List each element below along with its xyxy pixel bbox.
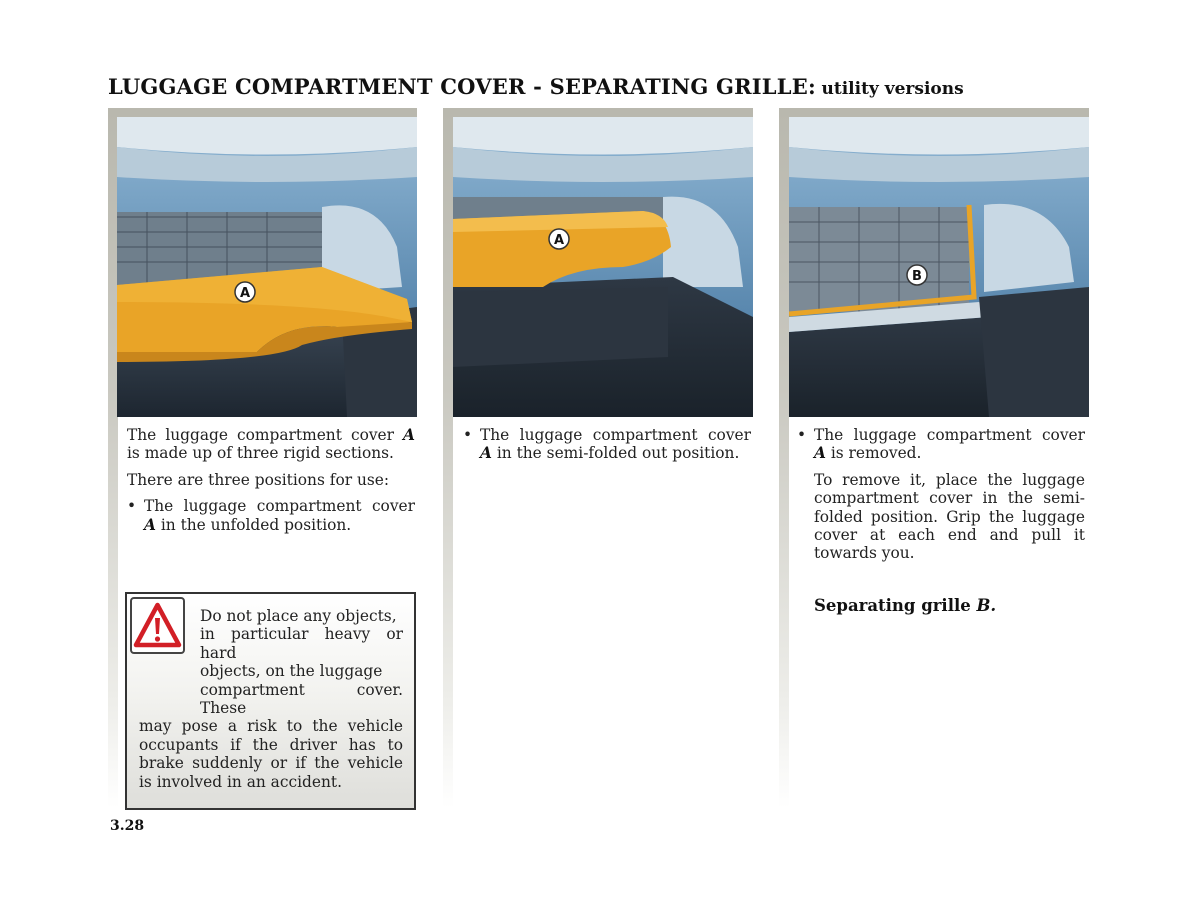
- col3-paragraph-2: To remove it, place the luggage compartment cover in the semi-folded position. Grip the luggage cover at each end and pull it towards you.: [814, 470, 1085, 563]
- photo-cover-removed-grille: [789, 117, 1089, 417]
- title-sub: utility versions: [821, 79, 964, 99]
- column-2-top-bar: [443, 108, 753, 117]
- col3-text: [797, 426, 1085, 563]
- column-3-top-bar: [779, 108, 1089, 117]
- col2-bullet-1: • The luggage compartment cover A in the semi-folded out position.: [463, 426, 751, 463]
- column-3-shade: [779, 108, 789, 808]
- col2-text: [463, 426, 751, 463]
- title-main: LUGGAGE COMPARTMENT COVER - SEPARATING GRILLE:: [108, 74, 816, 99]
- photo-cover-unfolded: [117, 117, 417, 417]
- col1-text: [127, 426, 415, 534]
- separating-grille-heading: Separating grille B.: [814, 596, 997, 615]
- column-2-shade: [443, 108, 453, 808]
- photo-cover-semi-folded: [453, 117, 753, 417]
- page-number: 3.28: [110, 818, 145, 834]
- col1-paragraph-2: There are three positions for use:: [127, 470, 390, 489]
- col3-bullet-1: • The luggage compartment cover A is removed.: [797, 426, 1085, 463]
- page-title: [108, 74, 1108, 99]
- callout-a-2: A: [553, 233, 565, 248]
- warning-text: Do not place any objects, in particular heavy or hard objects, on the luggage compartment cover. These may pose a risk to the vehicle occupants if the driver has to brake suddenly or if the vehicle is involved in an accident.: [139, 607, 403, 791]
- col1-paragraph-1: The luggage compartment cover A is made up of three rigid sections.: [127, 426, 415, 463]
- callout-b: B: [912, 269, 922, 284]
- col1-bullet-1: • The luggage compartment cover A in the unfolded position.: [127, 497, 415, 534]
- callout-a-1: A: [239, 286, 251, 301]
- column-1-top-bar: [108, 108, 417, 117]
